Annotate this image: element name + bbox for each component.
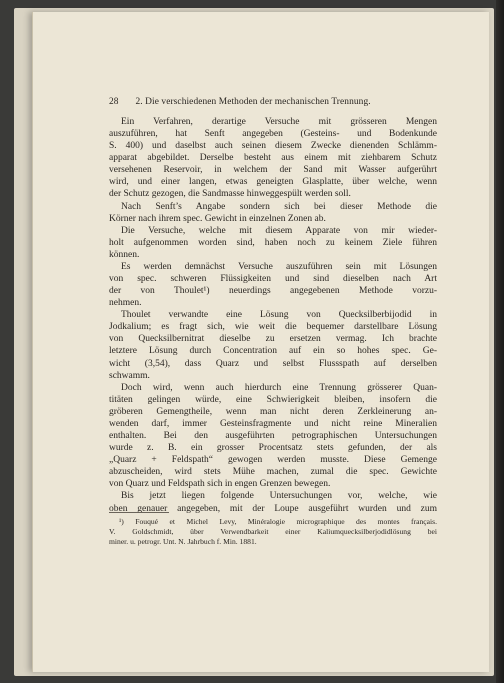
body-line: oben genauer angegeben, mit der Loupe ausgeführt wurden und zum [109, 503, 437, 514]
footnote-rule [109, 512, 169, 513]
body-text [109, 116, 437, 515]
body-line: Thoulet verwandte eine Lösung von Quecksilberbijodid in [121, 310, 437, 321]
body-line: Körner nach ihrem spec. Gewicht in einzelnen Zonen ab. [109, 213, 326, 224]
body-line: Doch wird, wenn auch hierdurch eine Trennung grösserer Quan- [121, 382, 437, 393]
body-line: wicht (3,54), dass Quarz und selbst Flussspath auf derselben [109, 358, 437, 369]
body-line: Bis jetzt liegen folgende Untersuchungen vor, welche, wie [121, 491, 437, 502]
body-line: von spec. schweren Flüssigkeiten und sind dieselben nach Art [109, 274, 437, 285]
body-line: können. [109, 249, 140, 260]
body-line: abzuscheiden, wird stets Mühe machen, zumal die spec. Gewichte [109, 467, 437, 478]
footnote-line: miner. u. petrogr. Unt. N. Jahrbuch f. Min. 1881. [109, 537, 257, 547]
body-line: wird, und einer langen, etwas geneigten Glasplatte, über welche, wenn [109, 177, 437, 188]
body-line: versehenen Reservoir, in welchem der Sand mit Wasser aufgerührt [109, 165, 437, 176]
footnote [109, 517, 437, 547]
body-line: von Quecksilbernitrat dieselbe zu ersetzen vermag. Ich brachte [109, 334, 437, 345]
footnote-line: V. Goldschmidt, über Verwendbarkeit einer Kaliumquecksilberjodidlösung bei [109, 527, 437, 537]
body-line: wurde z. B. ein grosser Procentsatz stets gefunden, der als [109, 443, 437, 454]
body-line: titäten gelingen würde, eine Schwierigkeit bleiben, insofern die [109, 394, 437, 405]
body-line: von Quarz und Feldspath sich in engen Grenzen bewegen. [109, 479, 331, 490]
running-header [109, 97, 439, 107]
body-line: Ein Verfahren, derartige Versuche mit grösseren Mengen [121, 117, 437, 127]
body-line: „Quarz + Feldspath“ gewogen werden musste. Diese Gemenge [109, 455, 437, 466]
body-line: letztere Lösung durch Concentration auf ein so hohes spec. Ge- [109, 346, 437, 357]
body-line: holt aufgenommen worden sind, haben noch zu keinem Ziele führen [109, 237, 437, 248]
body-line: wenden darf, immer Gesteinsfragmente und nicht reine Mineralien [109, 418, 437, 429]
body-line: schwamm. [109, 370, 150, 381]
footnote-line: ¹) Fouqué et Michel Levy, Minéralogie micrographique des montes français. [119, 517, 437, 526]
body-line: Es werden demnächst Versuche auszuführen sein mit Lösungen [121, 261, 437, 272]
book-binding [496, 0, 504, 683]
body-line: nehmen. [109, 298, 142, 309]
body-line: apparat abgebildet. Derselbe besteht aus einem mit ziehbarem Schutz [109, 153, 437, 164]
page-number: 28 [109, 97, 119, 107]
body-line: Jodkalium; es fragt sich, wie weit die bequemer darstellbare Lösung [109, 322, 437, 333]
body-line: gröberen Gemengtheile, wenn man nicht deren Zerkleinerung an- [109, 406, 437, 417]
body-line: der Schutz gezogen, die Sandmasse hinweggespült werden soll. [109, 189, 351, 200]
body-line: Nach Senft’s Angabe sondern sich bei dieser Methode die [121, 201, 437, 212]
body-line: Die Versuche, welche mit diesem Apparate von mir wieder- [121, 225, 437, 236]
running-title: 2. Die verschiedenen Methoden der mechanischen Trennung. [135, 97, 371, 107]
body-line: S. 400) und daselbst auch seinen diesem Zwecke dienenden Schlämm- [109, 141, 437, 152]
body-line: enthalten. Bei den ausgeführten petrographischen Untersuchungen [109, 431, 437, 442]
body-line: der von Thoulet¹) neuerdings angegebenen Methode vorzu- [109, 286, 437, 297]
body-line: auszuführen, hat Senft angegeben (Gesteins- und Bodenkunde [109, 129, 437, 140]
